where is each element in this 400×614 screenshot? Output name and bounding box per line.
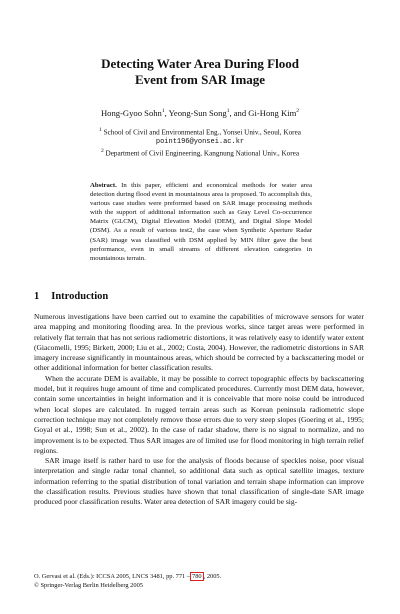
author-sup: 2	[296, 108, 300, 115]
body-paragraph: When the accurate DEM is available, it may be possible to correct topographic effects by backscattering model, but it requires huge amount of time and complicated procedures. Currently most DEM data, however, contain some uncertainties in height information and it is conceivable that more noise could be introduced when local slopes are calculated. In rugged terrain areas such as Korean peninsula radiometric slope correction technique may not completely remove those errors due to very steep slopes (Goering et al., 1995; Goyal et al., 1998; Sun et al., 2002). In the case of radar shadow, there is no signal to normalize, and no improvement is to be expected. Thus SAR images are of limited use for flood monitoring in high terrain relief regions.	[34, 373, 364, 455]
section-title: Introduction	[51, 291, 109, 302]
affiliation-sup: 2	[100, 148, 104, 154]
paper-title	[0, 56, 400, 87]
author-sep: , and	[229, 108, 249, 118]
footer-copyright: © Springer-Verlag Berlin Heidelberg 2005	[34, 581, 143, 589]
affiliation-sup: 1	[99, 127, 102, 133]
section-number: 1	[34, 291, 40, 302]
author-name: Gi-Hong Kim	[248, 108, 297, 118]
author-sup: 1	[226, 108, 230, 115]
title-line-1: Detecting Water Area During Flood	[101, 56, 299, 71]
author-sup: 1	[161, 108, 165, 115]
abstract-label: Abstract.	[90, 182, 117, 189]
body-paragraph: Numerous investigations have been carried out to examine the capabilities of microwave sensors for water area mapping and monitoring flooding area. In the previous works, since target areas were performed in relatively flat terrain that has not serious radiometric distortions, it was relatively easy to identify water extent (Giacomelli, 1995; Birkett, 2000; Liu et al., 2002; Costa, 2004). However, the radiometric distortions in SAR imagery increase significantly in mountainous areas, which should be corrected by a backscattering model or other additional information for better classification results.	[34, 312, 364, 373]
author-list	[0, 108, 400, 118]
affiliation-2	[0, 147, 400, 159]
affiliation-1	[0, 126, 400, 147]
footer-year: , 2005.	[203, 573, 222, 580]
affiliation-text: Department of Civil Engineering, Kangnung National Univ., Korea	[105, 149, 300, 158]
author-name: Yeong-Sun Song	[168, 108, 227, 118]
author-email: point196@yonsei.ac.kr	[155, 137, 245, 146]
footer-page-number: 780	[192, 573, 202, 580]
abstract	[90, 181, 312, 263]
abstract-text: In this paper, efficient and economical methods for water area detection during flood event in mountainous area is proposed. To accomplish this, various case studies were preformed based on SAR image processing methods with the support of additional information such as Gray Level Co-occurrence Matrix (GLCM), Digital Elevation Model (DEM), and Digital Slope Model (DSM). As a result of various test2, the case when Synthetic Aperture Radar (SAR) image was classified with DSM applied by MIN filter gave the best performance, even in small streams of different elevation categories in mountainous terrain.	[90, 182, 312, 262]
section-body	[34, 312, 364, 508]
body-paragraph: SAR image itself is rather hard to use for the analysis of floods because of speckles noise, poor visual interpretation and single radar tonal channel, so additional data such as optical satellite images, texture information referring to the spatial distribution of tonal variation and terrain shape information can improve the classification results. Previous studies have shown that tonal classification of single-date SAR image produced poor classification results. Water area detection of SAR imagery could be sig-	[34, 456, 364, 507]
author-name: Hong-Gyoo Sohn	[100, 108, 162, 118]
title-line-2: Event from SAR Image	[134, 71, 266, 87]
section-heading	[34, 291, 108, 302]
author-sep: ,	[164, 108, 169, 118]
footer-citation: O. Gervasi et al. (Eds.): ICCSA 2005, LNCS 3481, pp. 771 –	[34, 573, 191, 580]
affiliation-text: School of Civil and Environmental Eng., Yonsei Univ., Seoul, Korea	[103, 128, 301, 137]
page-footer	[34, 573, 364, 590]
